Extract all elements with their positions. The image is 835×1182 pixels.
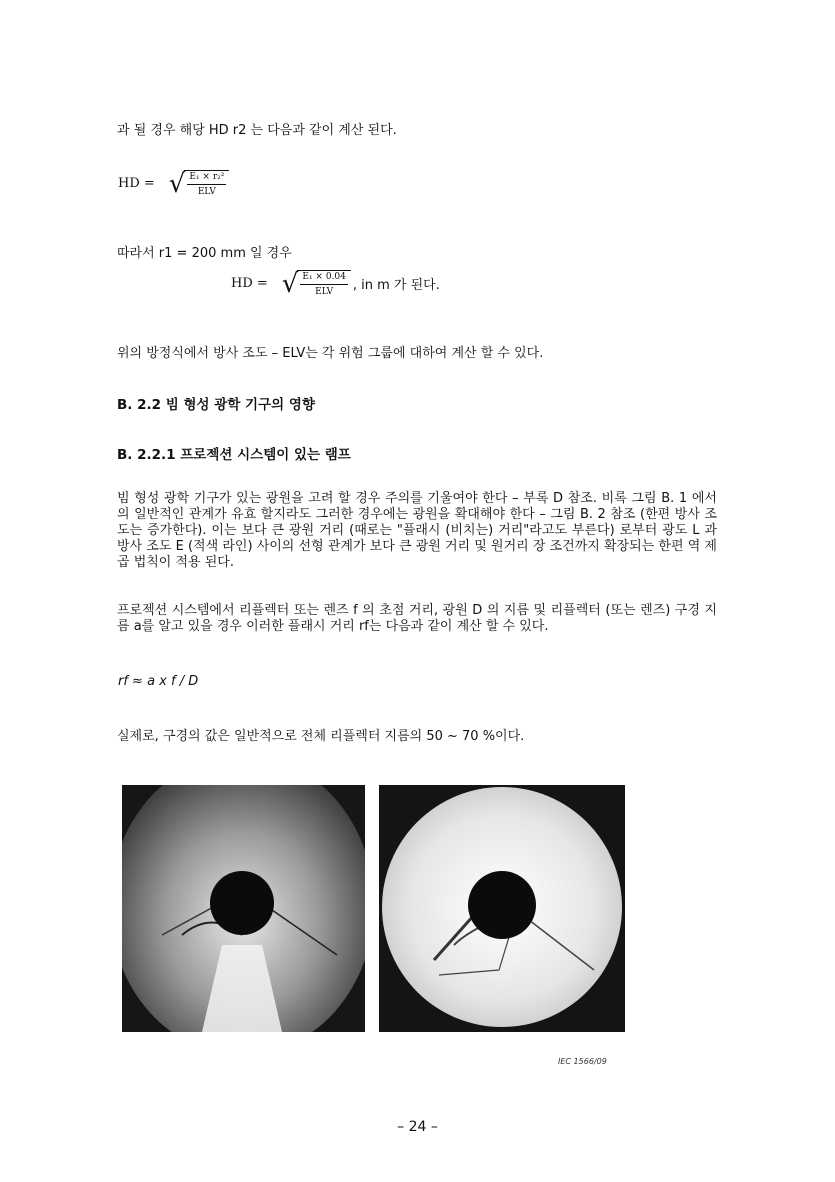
- reflector-image: [379, 785, 625, 1032]
- hd-equation-general: [118, 170, 229, 197]
- intro-line: 과 될 경우 해당 HD r2 는 다음과 같이 계산 된다.: [117, 123, 397, 138]
- figure-credit: IEC 1566/09: [558, 1057, 607, 1066]
- lamp-projection-image: [122, 785, 365, 1032]
- equation-suffix: , in m 가 된다.: [352, 278, 440, 293]
- fraction: [297, 270, 350, 297]
- square-root: [282, 270, 351, 297]
- equation-lhs: HD =: [231, 276, 268, 291]
- equation-lhs: HD =: [118, 176, 155, 191]
- lamp-photo-left: [122, 785, 365, 1032]
- aperture-sentence: 실제로, 구경의 값은 일반적으로 전체 리플렉터 지름의 50 ~ 70 %이다.: [117, 729, 525, 744]
- fraction-numerator: E₁ × r₂²: [187, 171, 226, 185]
- beam-optics-paragraph: 빔 형성 광학 기구가 있는 광원을 고려 할 경우 주의를 기울여야 한다 – 부록 D 참조. 비록 그림 B. 1 에서의 일반적인 관계가 유효 할지라도 그러한 경우에는 광원을 확대해야 한다 – 그림 B. 2 참조 (한편 방사 조도는 증가한다). 이는 보다 큰 광원 거리 (때로는 "플래시 (비치는) 거리"라고도 부른다) 로부터 광도 L 과 방사 조도 E (적색 라인) 사이의 선형 관계가 보다 큰 광원 거리 및 원거리 장 조건까지 확장되는 한편 역 제곱 법칙이 적용 된다.: [117, 491, 717, 570]
- square-root: [169, 170, 230, 197]
- condition-line: 따라서 r1 = 200 mm 일 경우: [117, 246, 292, 261]
- subsection-heading: B. 2.2.1 프로젝션 시스템이 있는 램프: [117, 447, 351, 463]
- hd-equation-specific: [231, 270, 440, 297]
- flash-distance-paragraph: 프로젝션 시스템에서 리플렉터 또는 렌즈 f 의 초점 거리, 광원 D 의 지름 및 리플렉터 (또는 렌즈) 구경 지름 a를 알고 있을 경우 이러한 플래시 거리 rf는 다음과 같이 계산 할 수 있다.: [117, 603, 717, 634]
- flash-distance-equation: rf ≈ a x f / D: [118, 674, 199, 689]
- lamp-photo-right: [379, 785, 625, 1032]
- page-number: – 24 –: [397, 1119, 438, 1135]
- elv-sentence: 위의 방정식에서 방사 조도 – ELV는 각 위험 그룹에 대하여 계산 할 수 있다.: [117, 346, 544, 361]
- fraction-numerator: E₁ × 0.04: [300, 271, 347, 285]
- radical-sign: √: [281, 268, 299, 299]
- fraction-denominator: ELV: [315, 287, 334, 297]
- fraction: [184, 170, 229, 197]
- radical-sign: √: [168, 168, 186, 199]
- section-heading: B. 2.2 빔 형성 광학 기구의 영향: [117, 397, 315, 413]
- fraction-denominator: ELV: [197, 187, 216, 197]
